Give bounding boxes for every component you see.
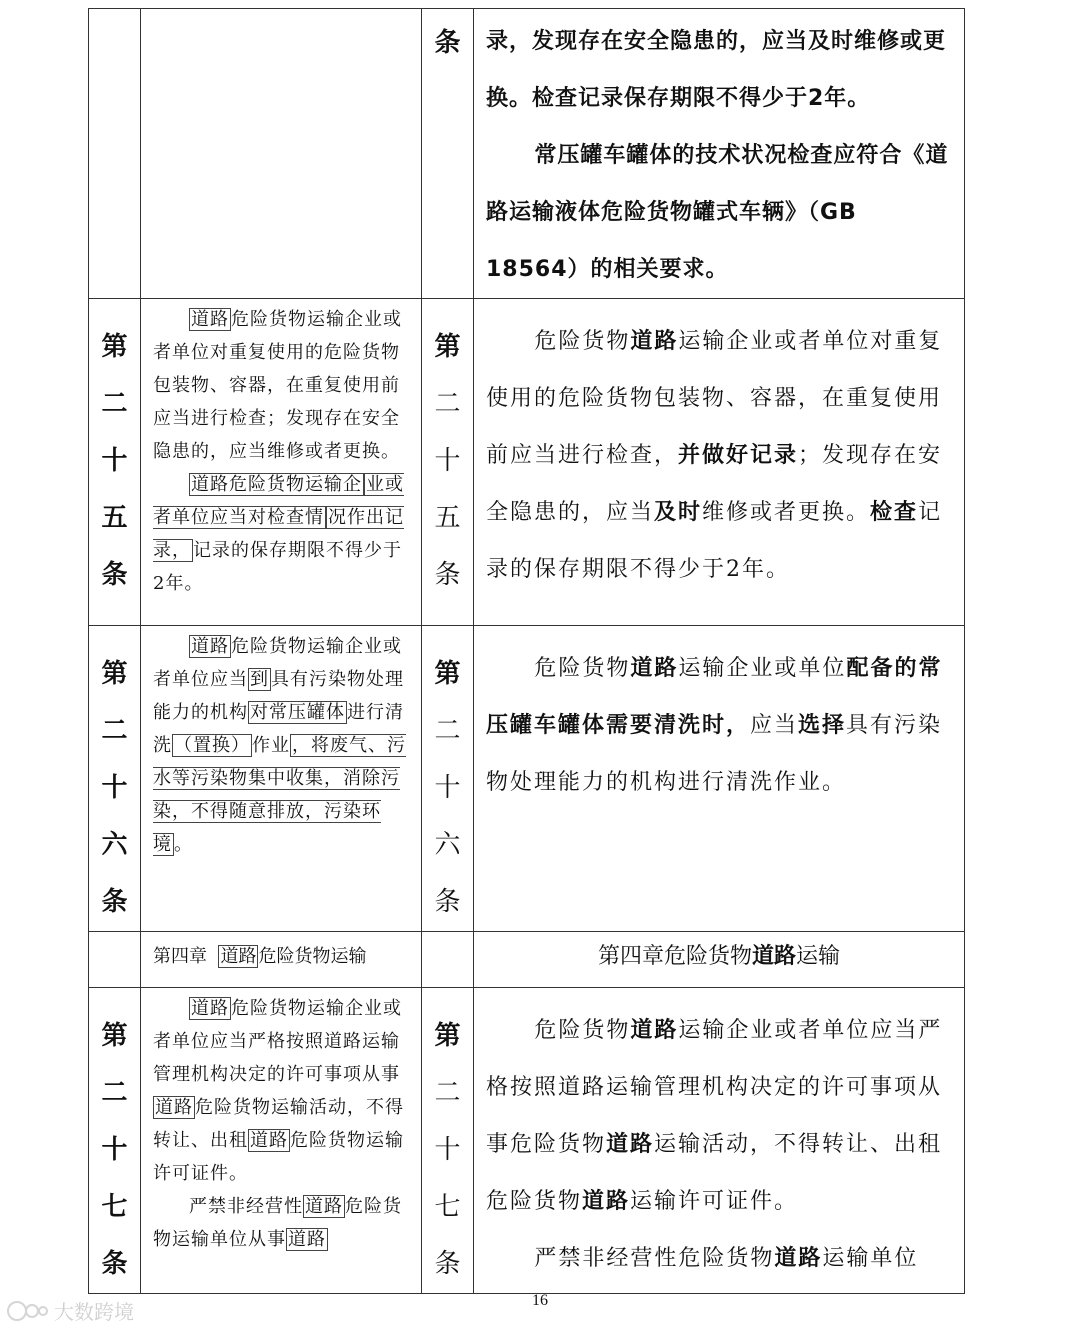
watermark	[6, 1296, 134, 1325]
revision-mark: 对常压罐体	[250, 702, 345, 723]
new-article-cell	[422, 988, 474, 1294]
old-article-label: 第 二 十 五 条	[101, 332, 128, 590]
new-text-paragraph: 录，发现存在安全隐患的，应当及时维修或更换。检查记录保存期限不得少于2年。	[486, 29, 947, 111]
old-text-cell	[141, 988, 422, 1294]
revision-mark: （置换）	[174, 735, 250, 756]
new-article-label: 第 二 十 六 条	[434, 659, 461, 917]
old-article-label: 第 二 十 六 条	[101, 659, 128, 917]
old-chapter-title: 第四章 道路 危险货物运输	[153, 946, 367, 967]
revision-mark: ，将废气、污水等污染物集中收集，消除污染，不得随意排放，污染环境	[153, 735, 406, 855]
table-row-article-27	[89, 988, 965, 1294]
old-text-paragraph: 道路 危险货物运输企业或者单位应当严格按照道路运输管理机构决定的许可事项从事道路 危险货物运输活动，不得转让、出租 道路 危险货物运输许可证件。	[153, 998, 404, 1184]
old-text-paragraph: 道路 危险货物运输企业或者单位应当 到 具有污染物处理能力的机构 对常压罐体 进行清洗 （置换） 作业 ，将废气、污水等污染物集中收集，消除污染，不得随意排放，污染环境 。	[153, 636, 406, 855]
revision-mark: 道路	[250, 1130, 288, 1151]
old-text-paragraph: 道路危险货物运输企 业或者单位应当对检查情 况作出记录， 记录的保存期限不得少于2年。	[153, 474, 404, 594]
old-text-cell	[141, 299, 422, 626]
old-text-cell	[141, 9, 422, 299]
old-article-cell	[89, 932, 141, 988]
revision-mark: 况作出记录，	[153, 507, 404, 561]
new-article-cell	[422, 932, 474, 988]
revision-mark: 道路	[191, 636, 229, 657]
revision-mark: 业或者单位应当对检查情	[153, 474, 404, 528]
table-row-continuation	[89, 9, 965, 299]
page-number: 16	[532, 1292, 548, 1309]
watermark-logo-icon	[6, 1300, 50, 1322]
new-text-paragraph: 危险货物道路运输企业或单位配备的常压罐车罐体需要清洗时，应当选择具有污染物处理能力的机构进行清洗作业。	[486, 656, 943, 795]
new-chapter-cell	[474, 932, 965, 988]
new-text-cell	[474, 299, 965, 626]
table-row-article-25	[89, 299, 965, 626]
old-text-paragraph: 严禁非经营性 道路 危险货物运输单位从事 道路	[153, 1196, 402, 1250]
old-text-cell	[141, 626, 422, 932]
new-text-paragraph: 危险货物道路运输企业或者单位对重复使用的危险货物包装物、容器，在重复使用前应当进行检查，并做好记录；发现存在安全隐患的，应当及时维修或者更换。检查记录的保存期限不得少于2年。	[486, 329, 943, 582]
old-chapter-cell	[141, 932, 422, 988]
new-article-cell	[422, 9, 474, 299]
new-text-cell	[474, 988, 965, 1294]
new-chapter-title: 第四章危险货物道路运输	[597, 944, 841, 969]
old-article-cell	[89, 9, 141, 299]
new-article-cell	[422, 626, 474, 932]
revision-mark: 道路危险货物运输企	[191, 474, 362, 495]
old-article-label: 第 二 十 七 条	[101, 1021, 128, 1279]
new-text-paragraph: 常压罐车罐体的技术状况检查应符合《道路运输液体危险货物罐式车辆》（GB 18564）的相关要求。	[486, 143, 949, 282]
revision-mark: 道路	[220, 946, 257, 967]
new-article-label: 第 二 十 七 条	[434, 1021, 461, 1279]
watermark-text: 大数跨境	[54, 1300, 134, 1324]
table-row-chapter	[89, 932, 965, 988]
new-text-paragraph: 危险货物道路运输企业或者单位应当严格按照道路运输管理机构决定的许可事项从事危险货物道路运输活动，不得转让、出租危险货物道路运输许可证件。	[486, 1018, 943, 1214]
new-text-cell	[474, 9, 965, 299]
revision-mark: 到	[250, 669, 269, 690]
revision-mark: 道路	[305, 1196, 343, 1217]
new-article-label: 第 二 十 五 条	[434, 332, 461, 590]
old-article-cell	[89, 988, 141, 1294]
old-article-cell	[89, 626, 141, 932]
revision-mark: 道路	[191, 309, 229, 330]
old-article-cell	[89, 299, 141, 626]
new-text-paragraph: 严禁非经营性危险货物道路运输单位	[534, 1246, 919, 1271]
comparison-table	[88, 8, 965, 1294]
new-article-label: 条	[434, 28, 461, 58]
revision-mark: 道路	[288, 1229, 326, 1250]
revision-mark: 道路	[155, 1097, 193, 1118]
new-text-cell	[474, 626, 965, 932]
old-text-paragraph: 道路 危险货物运输企业或者单位对重复使用的危险货物包装物、容器，在重复使用前应当进行检查；发现存在安全隐患的，应当维修或者更换。	[153, 309, 402, 462]
revision-mark: 道路	[191, 998, 229, 1019]
new-article-cell	[422, 299, 474, 626]
table-row-article-26	[89, 626, 965, 932]
